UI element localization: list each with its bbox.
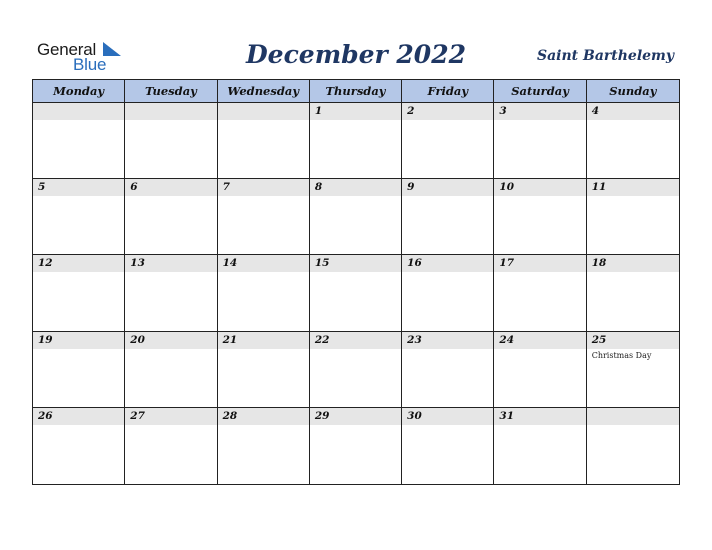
day-number: 8 <box>310 179 401 196</box>
holiday-label: Christmas Day <box>591 350 652 360</box>
day-number: 15 <box>310 255 401 272</box>
day-cell <box>587 179 679 255</box>
calendar-grid <box>32 79 680 485</box>
day-cell <box>218 255 310 331</box>
day-number: 1 <box>310 103 401 120</box>
day-number <box>218 103 309 120</box>
day-cell <box>33 179 125 255</box>
day-number: 7 <box>218 179 309 196</box>
day-cell <box>402 103 494 179</box>
day-cell <box>218 103 310 179</box>
day-cell <box>402 408 494 484</box>
day-cell <box>33 255 125 331</box>
day-cell <box>494 408 586 484</box>
day-number: 17 <box>494 255 585 272</box>
day-cell <box>218 332 310 408</box>
day-cell <box>125 332 217 408</box>
day-number: 27 <box>125 408 216 425</box>
day-number: 19 <box>33 332 124 349</box>
day-number: 4 <box>587 103 679 120</box>
day-cell <box>310 103 402 179</box>
day-cell <box>587 408 679 484</box>
day-number: 28 <box>218 408 309 425</box>
day-number: 24 <box>494 332 585 349</box>
day-cell <box>402 332 494 408</box>
day-number: 26 <box>33 408 124 425</box>
day-cell <box>218 408 310 484</box>
day-number: 12 <box>33 255 124 272</box>
day-cell <box>587 332 679 408</box>
day-cell <box>125 408 217 484</box>
day-cell <box>587 103 679 179</box>
day-number: 23 <box>402 332 493 349</box>
day-number: 25 <box>587 332 679 349</box>
weekday-header: Saturday <box>494 80 586 103</box>
day-number: 30 <box>402 408 493 425</box>
weekday-header: Friday <box>402 80 494 103</box>
day-cell <box>587 255 679 331</box>
day-number: 6 <box>125 179 216 196</box>
day-number: 5 <box>33 179 124 196</box>
logo-text-blue: Blue <box>73 55 107 74</box>
country-label: Saint Barthelemy <box>536 48 674 64</box>
weekday-header: Wednesday <box>218 80 310 103</box>
day-number <box>587 408 679 425</box>
logo-text-general: General <box>37 40 97 59</box>
day-number: 18 <box>587 255 679 272</box>
day-number: 14 <box>218 255 309 272</box>
day-number <box>125 103 216 120</box>
day-number: 31 <box>494 408 585 425</box>
day-number: 3 <box>494 103 585 120</box>
day-cell <box>494 255 586 331</box>
day-cell <box>33 408 125 484</box>
day-number: 29 <box>310 408 401 425</box>
day-cell <box>494 332 586 408</box>
weekday-header: Monday <box>33 80 125 103</box>
day-cell <box>310 179 402 255</box>
day-cell <box>402 179 494 255</box>
day-number: 10 <box>494 179 585 196</box>
day-number: 9 <box>402 179 493 196</box>
page-title: December 2022 <box>245 40 466 69</box>
day-cell <box>310 332 402 408</box>
day-number: 20 <box>125 332 216 349</box>
day-number: 13 <box>125 255 216 272</box>
day-number: 16 <box>402 255 493 272</box>
day-number: 11 <box>587 179 679 196</box>
weekday-header: Thursday <box>310 80 402 103</box>
day-cell <box>218 179 310 255</box>
day-number: 2 <box>402 103 493 120</box>
day-cell <box>125 103 217 179</box>
weekday-header: Tuesday <box>125 80 217 103</box>
day-number: 21 <box>218 332 309 349</box>
day-cell <box>310 408 402 484</box>
day-cell <box>494 179 586 255</box>
day-cell <box>310 255 402 331</box>
day-number <box>33 103 124 120</box>
day-cell <box>125 255 217 331</box>
weekday-header: Sunday <box>587 80 679 103</box>
day-cell <box>33 103 125 179</box>
day-number: 22 <box>310 332 401 349</box>
day-cell <box>402 255 494 331</box>
day-cell <box>125 179 217 255</box>
day-cell <box>33 332 125 408</box>
day-cell <box>494 103 586 179</box>
